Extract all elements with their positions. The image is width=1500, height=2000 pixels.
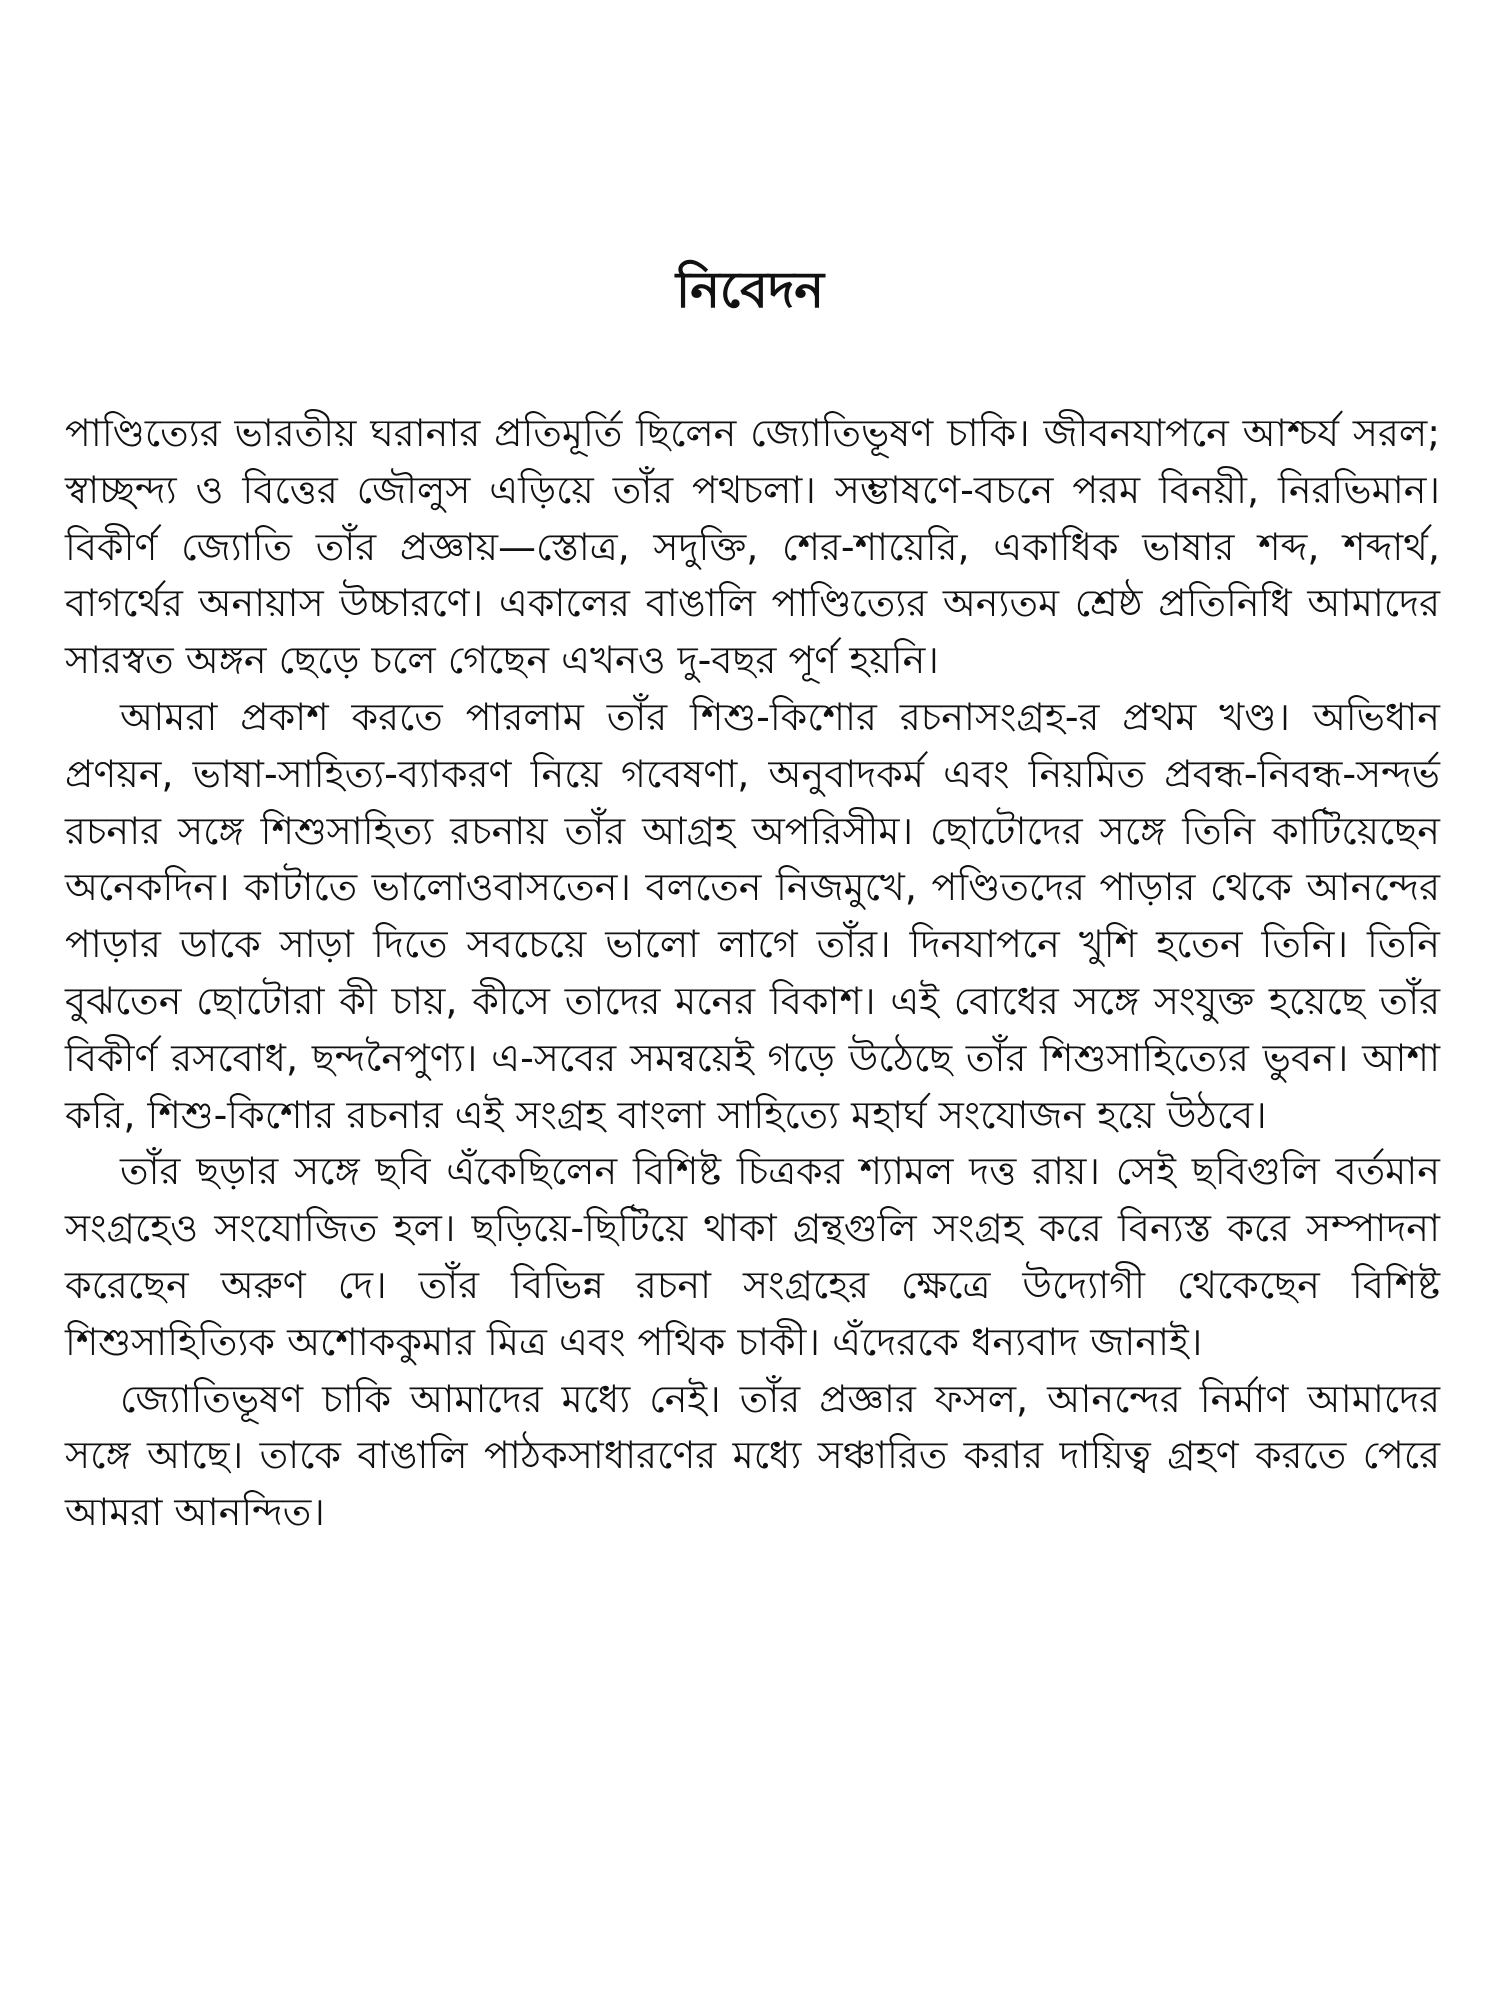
- body-text: [65, 405, 1440, 1541]
- paragraph-2: আমরা প্রকাশ করতে পারলাম তাঁর শিশু-কিশোর রচনাসংগ্রহ-র প্রথম খণ্ড। অভিধান প্রণয়ন, ভাষা-সাহিত্য-ব্যাকরণ নিয়ে গবেষণা, অনুবাদকর্ম এবং নিয়মিত প্রবন্ধ-নিবন্ধ-সন্দর্ভ রচনার সঙ্গে শিশুসাহিত্য রচনায় তাঁর আগ্রহ অপরিসীম। ছোটোদের সঙ্গে তিনি কাটিয়েছেন অনেকদিন। কাটাতে ভালোওবাসতেন। বলতেন নিজমুখে, পণ্ডিতদের পাড়ার থেকে আনন্দের পাড়ার ডাকে সাড়া দিতে সবচেয়ে ভালো লাগে তাঁর। দিনযাপনে খুশি হতেন তিনি। তিনি বুঝতেন ছোটোরা কী চায়, কীসে তাদের মনের বিকাশ। এই বোধের সঙ্গে সংযুক্ত হয়েছে তাঁর বিকীর্ণ রসবোধ, ছন্দনৈপুণ্য। এ-সবের সমন্বয়েই গড়ে উঠেছে তাঁর শিশুসাহিত্যের ভুবন। আশা করি, শিশু-কিশোর রচনার এই সংগ্রহ বাংলা সাহিত্যে মহার্ঘ সংযোজন হয়ে উঠবে।: [65, 694, 1440, 1137]
- paragraph-1: পাণ্ডিত্যের ভারতীয় ঘরানার প্রতিমূর্তি ছিলেন জ্যোতিভূষণ চাকি। জীবনযাপনে আশ্চর্য সরল; স্বাচ্ছন্দ্য ও বিত্তের জৌলুস এড়িয়ে তাঁর পথচলা। সম্ভাষণে-বচনে পরম বিনয়ী, নিরভিমান। বিকীর্ণ জ্যোতি তাঁর প্রজ্ঞায়—স্তোত্র, সদুক্তি, শের-শায়েরি, একাধিক ভাষার শব্দ, শব্দার্থ, বাগর্থের অনায়াস উচ্চারণে। একালের বাঙালি পাণ্ডিত্যের অন্যতম শ্রেষ্ঠ প্রতিনিধি আমাদের সারস্বত অঙ্গন ছেড়ে চলে গেছেন এখনও দু-বছর পূর্ণ হয়নি।: [65, 411, 1440, 683]
- paragraph-3: তাঁর ছড়ার সঙ্গে ছবি এঁকেছিলেন বিশিষ্ট চিত্রকর শ্যামল দত্ত রায়। সেই ছবিগুলি বর্তমান সংগ্রহেও সংযোজিত হল। ছড়িয়ে-ছিটিয়ে থাকা গ্রন্থগুলি সংগ্রহ করে বিন্যস্ত করে সম্পাদনা করেছেন অরুণ দে। তাঁর বিভিন্ন রচনা সংগ্রহের ক্ষেত্রে উদ্যোগী থেকেছেন বিশিষ্ট শিশুসাহিত্যিক অশোককুমার মিত্র এবং পথিক চাকী। এঁদেরকে ধন্যবাদ জানাই।: [65, 1149, 1440, 1364]
- paragraph-4: জ্যোতিভূষণ চাকি আমাদের মধ্যে নেই। তাঁর প্রজ্ঞার ফসল, আনন্দের নির্মাণ আমাদের সঙ্গে আছে। তাকে বাঙালি পাঠকসাধারণের মধ্যে সঞ্চারিত করার দায়িত্ব গ্রহণ করতে পেরে আমরা আনন্দিত।: [65, 1376, 1440, 1535]
- page-title: নিবেদন: [675, 261, 825, 319]
